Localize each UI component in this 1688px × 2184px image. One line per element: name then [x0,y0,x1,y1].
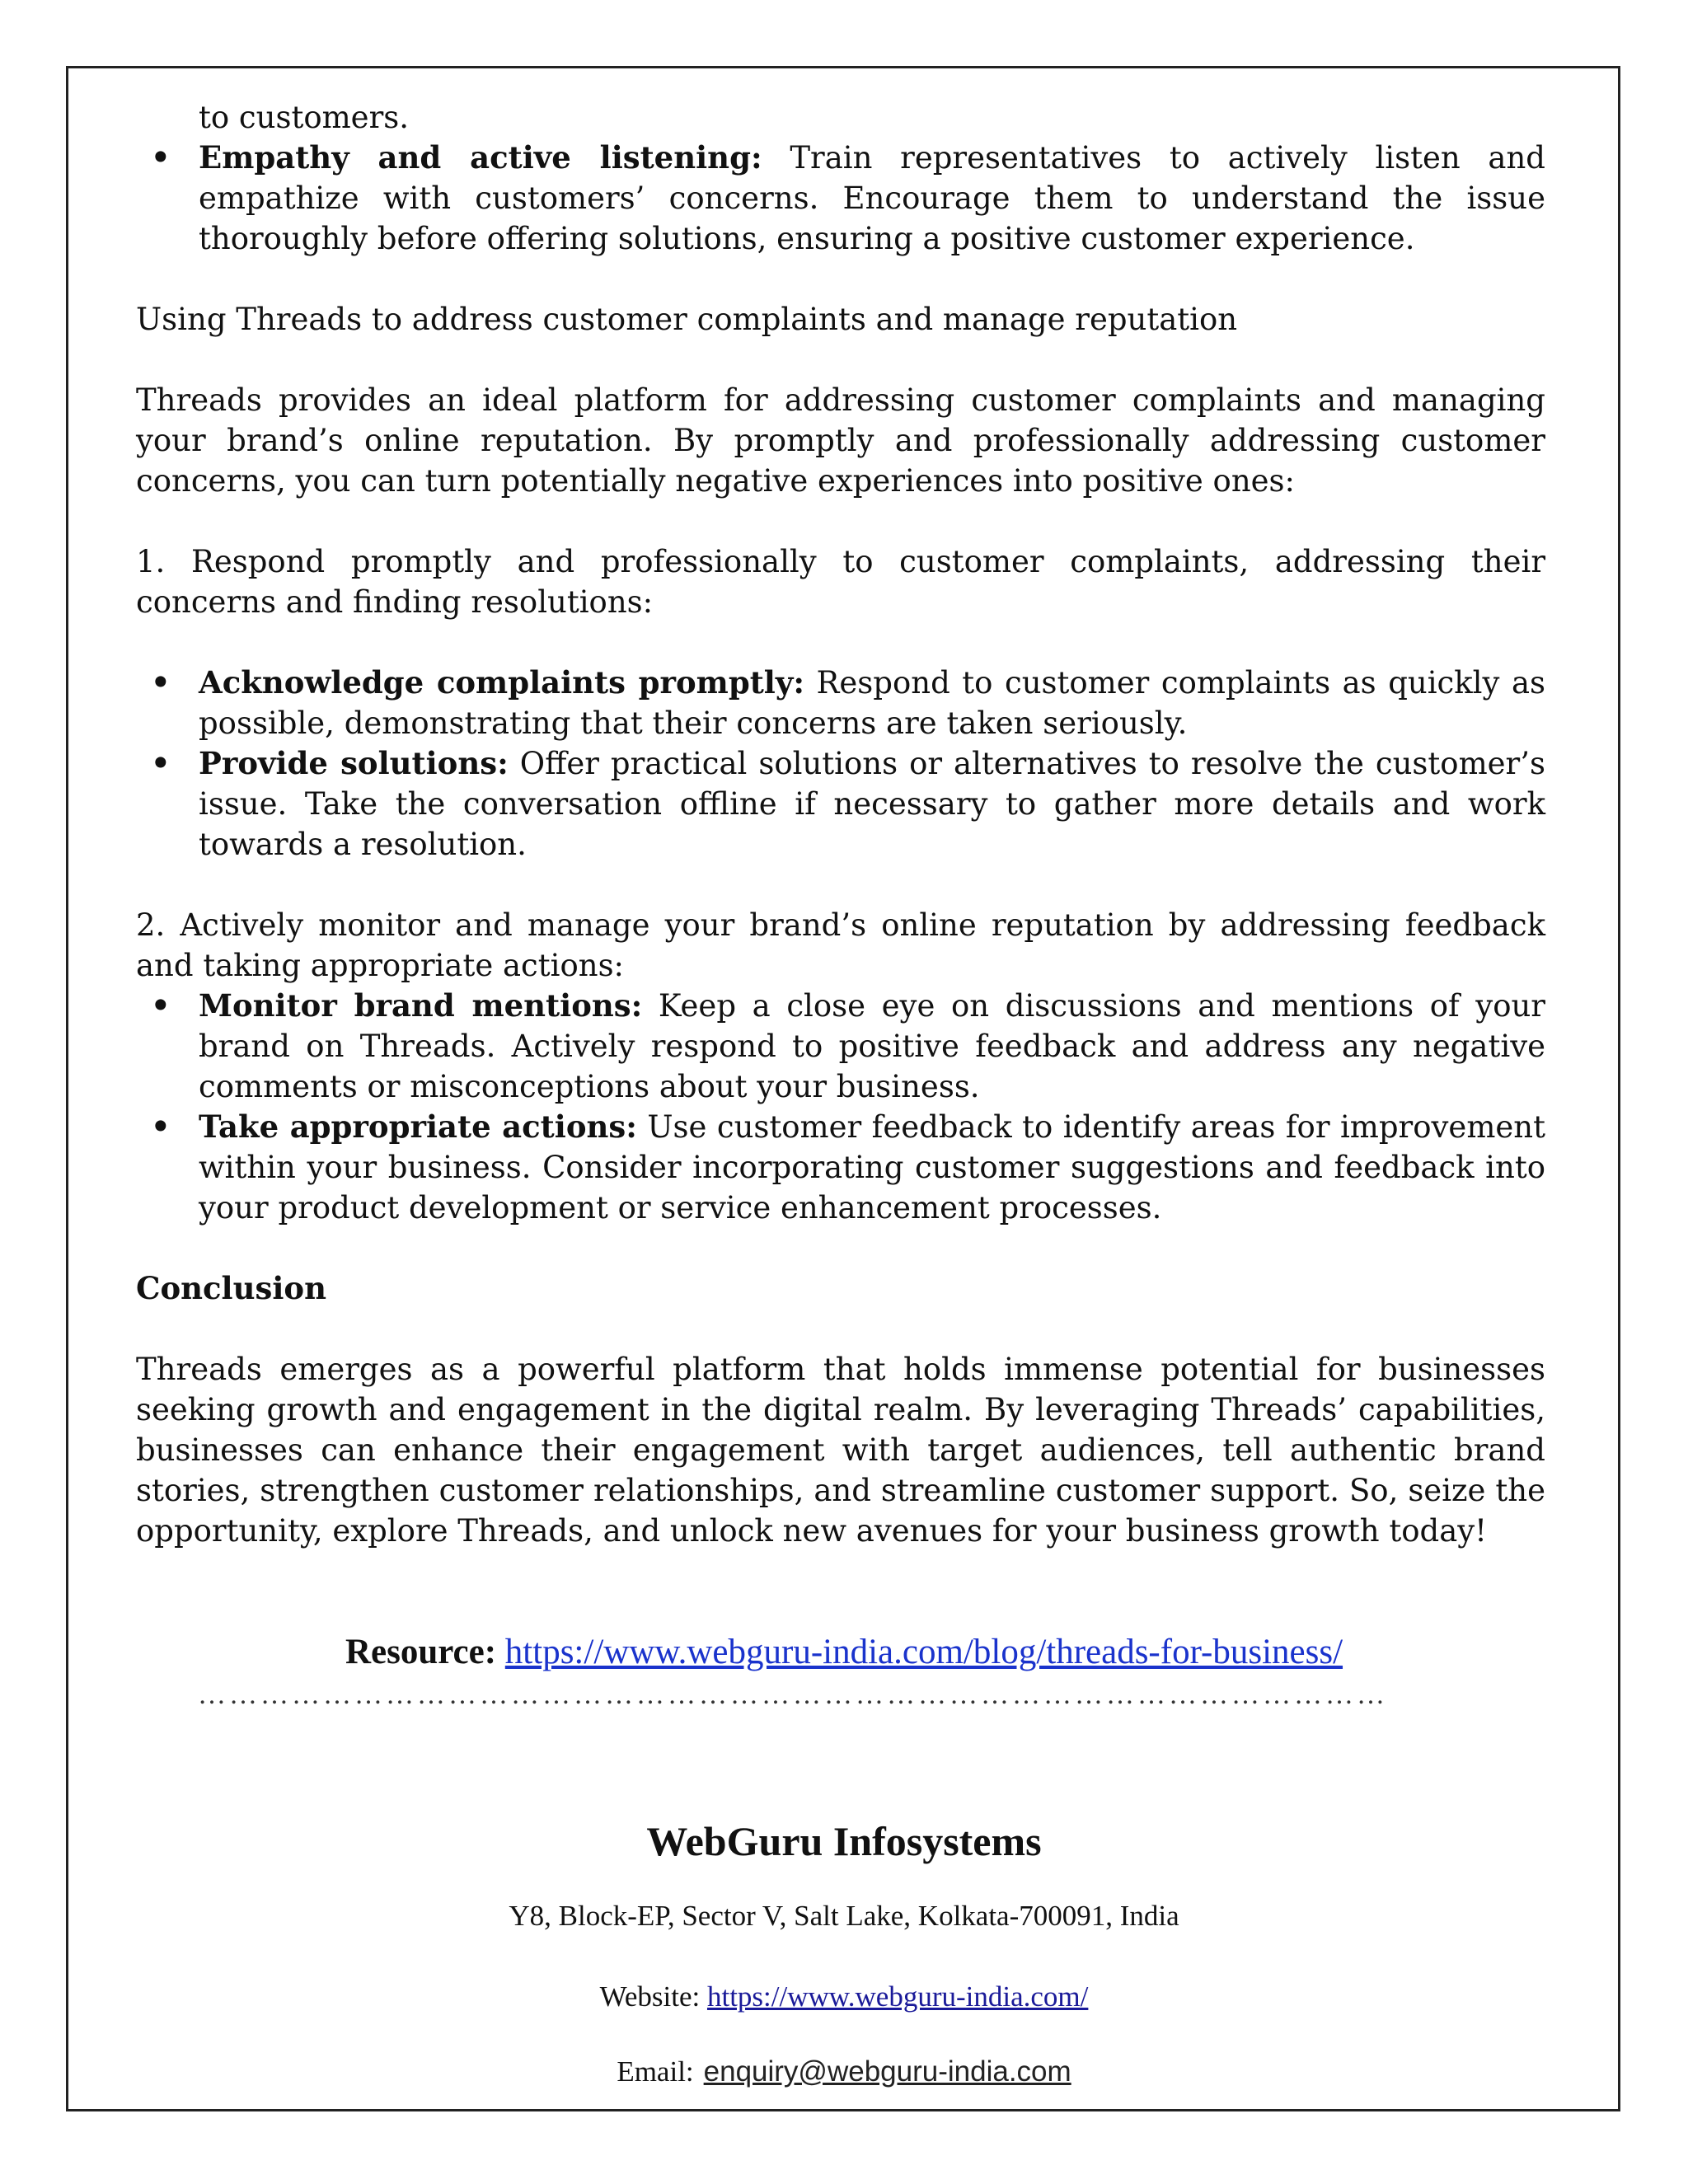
email-label: Email: [617,2055,694,2088]
bullet-title: Provide solutions: [199,745,509,781]
bullet-icon: • [151,745,171,781]
list-item [136,138,1545,259]
bullet-text: Respond to customer complaints as quickly as possible, demonstrating that their concerns are taken seriously. [199,665,1546,741]
email-line [0,2055,1688,2088]
email-link[interactable]: enquiry@webguru-india.com [703,2055,1071,2088]
article-body [136,97,1545,1551]
company-address: Y8, Block-EP, Sector V, Salt Lake, Kolkata-700091, India [509,1900,1179,1932]
list-item [136,743,1545,865]
intro-fragment: to customers. [199,100,410,135]
bullet-title: Acknowledge complaints promptly: [199,664,805,701]
website-line [0,1980,1688,2013]
point-1: 1. Respond promptly and professionally to customer complaints, addressing their concerns and finding resolutions: [136,544,1545,620]
bullet-list-point-1 [136,663,1545,865]
bullet-text: Offer practical solutions or alternatives to resolve the customer’s issue. Take the conversation offline if necessary to gather more details and work towards a resolution. [199,746,1545,862]
list-item [136,986,1545,1107]
section-heading: Using Threads to address customer complaints and manage reputation [136,302,1238,337]
bullet-text: Train representatives to actively listen and empathize with customers’ concerns. Encourage them to understand the issue thoroughly before offering solutions, ensuring a positive customer experience. [199,140,1545,256]
website-label: Website: [599,1980,701,2013]
bullet-text: Use customer feedback to identify areas for improvement within your business. Consider incorporating customer suggestions and feedback into your product development or service enhancement processes. [199,1109,1545,1226]
dotted-separator: …………………………………………………………………………………………………… [198,1680,1388,1710]
conclusion-text: Threads emerges as a powerful platform that holds immense potential for businesses seeking growth and engagement in the digital realm. By leveraging Threads’ capabilities, businesses can enhance their engagement with target audiences, tell authentic brand stories, strengthen customer relationships, and streamline customer support. So, seize the opportunity, explore Threads, and unlock new avenues for your business growth today! [136,1352,1545,1549]
website-link[interactable]: https://www.webguru-india.com/ [706,1980,1089,2013]
conclusion-heading: Conclusion [136,1270,326,1306]
list-item [136,663,1545,743]
bullet-list-point-2 [136,986,1545,1228]
bullet-title: Monitor brand mentions: [199,987,643,1024]
bullet-text: Keep a close eye on discussions and mentions of your brand on Threads. Actively respond to positive feedback and address any negative comments or misconceptions about your business. [199,988,1545,1104]
bullet-icon: • [151,987,171,1024]
resource-label: Resource: [345,1633,497,1671]
bullet-title: Empathy and active listening: [199,139,762,176]
bullet-title: Take appropriate actions: [199,1108,637,1145]
bullet-icon: • [151,664,171,701]
bullet-icon: • [151,139,171,176]
bullet-list-top [136,138,1545,259]
resource-line [0,1632,1688,1672]
list-item [136,1107,1545,1228]
point-2: 2. Actively monitor and manage your brand’s online reputation by addressing feedback and taking appropriate actions: [136,907,1545,983]
section-intro: Threads provides an ideal platform for addressing customer complaints and managing your brand’s online reputation. By promptly and professionally addressing customer concerns, you can turn potentially negative experiences into positive ones: [136,382,1545,499]
company-name: WebGuru Infosystems [646,1818,1042,1864]
resource-link[interactable]: https://www.webguru-india.com/blog/threads-for-business/ [504,1633,1343,1671]
bullet-icon: • [151,1108,171,1145]
